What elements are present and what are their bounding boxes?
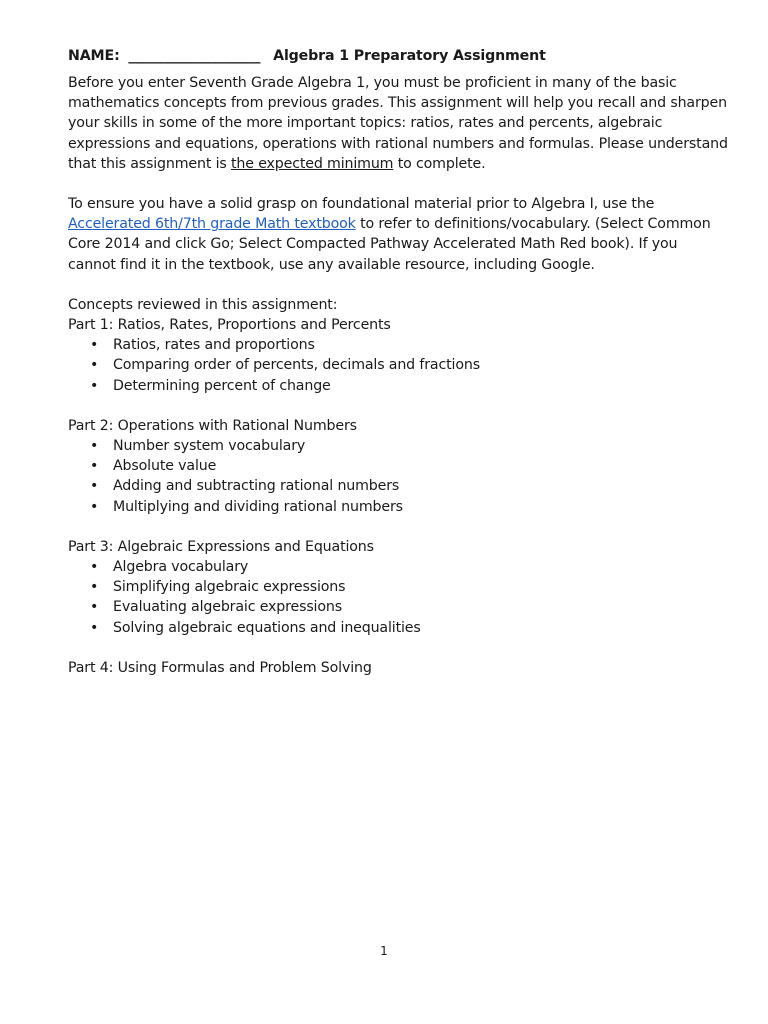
page-title: Algebra 1 Preparatory Assignment — [273, 48, 546, 64]
document-page — [68, 45, 728, 678]
name-label: NAME: — [68, 48, 120, 64]
resource-text-end: to refer to definitions/vocabulary. (Select Common Core 2014 and click Go; Select Compacted Pathway Accelerated Math Red book). If you cannot find it in the textbook, use any available resource, including Google. — [68, 216, 711, 273]
resource-paragraph — [68, 194, 728, 275]
list-item: • Multiplying and dividing rational numbers — [113, 497, 728, 517]
intro-text-end: to complete. — [393, 155, 486, 172]
textbook-link[interactable]: Accelerated 6th/7th grade Math textbook — [68, 216, 356, 233]
part-1-topic-list — [68, 335, 728, 396]
resource-text-start: To ensure you have a solid grasp on foundational material prior to Algebra I, use the — [68, 196, 655, 213]
list-item: • Absolute value — [113, 456, 728, 476]
part-3-title: Part 3: Algebraic Expressions and Equations — [68, 538, 374, 555]
list-item: • Comparing order of percents, decimals and fractions — [113, 355, 728, 375]
document-heading — [68, 45, 728, 67]
intro-text-start: Before you enter Seventh Grade Algebra 1, you must be proficient in many of the basic mathematics concepts from previous grades. This assignment will help you recall and sharpen your skills in some of the more important topics: ratios, rates and percents, algebraic expressions and equations, operations with rational numbers and formulas. Please understand that this assignment is — [68, 75, 728, 172]
list-item: • Simplifying algebraic expressions — [113, 577, 728, 597]
list-item: • Ratios, rates and proportions — [113, 335, 728, 355]
list-item: • Evaluating algebraic expressions — [113, 597, 728, 617]
list-item: • Number system vocabulary — [113, 436, 728, 456]
page-number: 1 — [380, 944, 388, 958]
part-3-topic-list — [68, 557, 728, 638]
list-item: • Determining percent of change — [113, 376, 728, 396]
part-3-section — [68, 537, 728, 638]
list-item: • Algebra vocabulary — [113, 557, 728, 577]
name-blank-line: ___________________ — [128, 48, 261, 64]
part-4-title: Part 4: Using Formulas and Problem Solving — [68, 659, 372, 676]
part-2-title: Part 2: Operations with Rational Numbers — [68, 417, 357, 434]
part-2-section — [68, 416, 728, 517]
list-item: • Solving algebraic equations and inequalities — [113, 618, 728, 638]
list-item: • Adding and subtracting rational numbers — [113, 476, 728, 496]
part-2-topic-list — [68, 436, 728, 517]
part-1-section — [68, 315, 728, 396]
intro-paragraph — [68, 73, 728, 174]
expected-minimum-emphasis: the expected minimum — [231, 155, 394, 172]
part-4-section — [68, 658, 728, 678]
concepts-intro: Concepts reviewed in this assignment: — [68, 296, 338, 313]
part-1-title: Part 1: Ratios, Rates, Proportions and Percents — [68, 317, 391, 334]
